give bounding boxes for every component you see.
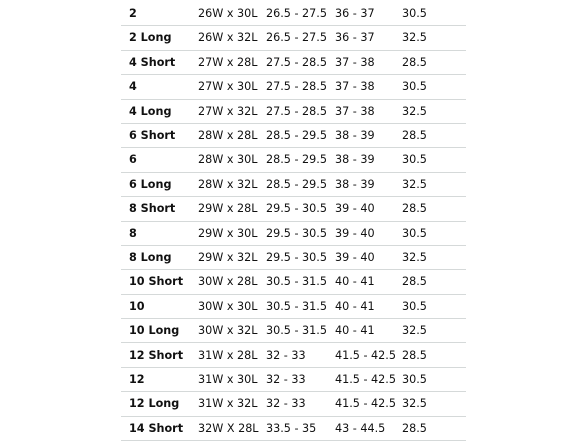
waist-range-cell: 28.5 - 29.5 (266, 172, 335, 196)
waist-length-cell: 29W x 32L (198, 245, 266, 269)
inseam-cell: 30.5 (402, 2, 466, 26)
hip-range-cell: 40 - 41 (335, 270, 402, 294)
table-row (121, 319, 466, 343)
size-cell: 12 (121, 367, 198, 391)
waist-length-cell: 31W x 32L (198, 392, 266, 416)
waist-length-cell: 27W x 28L (198, 50, 266, 74)
inseam-cell: 30.5 (402, 221, 466, 245)
size-cell: 14 Short (121, 416, 198, 440)
waist-range-cell: 32 - 33 (266, 367, 335, 391)
hip-range-cell: 39 - 40 (335, 245, 402, 269)
waist-length-cell: 28W x 28L (198, 123, 266, 147)
hip-range-cell: 39 - 40 (335, 197, 402, 221)
waist-length-cell: 28W x 30L (198, 148, 266, 172)
hip-range-cell: 37 - 38 (335, 75, 402, 99)
waist-range-cell: 30.5 - 31.5 (266, 270, 335, 294)
waist-range-cell: 33.5 - 35 (266, 416, 335, 440)
inseam-cell: 32.5 (402, 245, 466, 269)
size-cell: 2 Long (121, 26, 198, 50)
size-cell: 4 (121, 75, 198, 99)
waist-range-cell: 29.5 - 30.5 (266, 245, 335, 269)
inseam-cell: 32.5 (402, 99, 466, 123)
table-row (121, 343, 466, 367)
waist-length-cell: 27W x 32L (198, 99, 266, 123)
waist-range-cell: 29.5 - 30.5 (266, 221, 335, 245)
inseam-cell: 30.5 (402, 294, 466, 318)
waist-range-cell: 28.5 - 29.5 (266, 148, 335, 172)
waist-range-cell: 27.5 - 28.5 (266, 50, 335, 74)
size-cell: 6 (121, 148, 198, 172)
hip-range-cell: 43 - 44.5 (335, 416, 402, 440)
inseam-cell: 28.5 (402, 270, 466, 294)
size-cell: 8 Short (121, 197, 198, 221)
waist-length-cell: 26W x 30L (198, 2, 266, 26)
waist-range-cell: 29.5 - 30.5 (266, 197, 335, 221)
hip-range-cell: 41.5 - 42.5 (335, 343, 402, 367)
hip-range-cell: 37 - 38 (335, 50, 402, 74)
waist-range-cell: 26.5 - 27.5 (266, 26, 335, 50)
waist-length-cell: 26W x 32L (198, 26, 266, 50)
hip-range-cell: 41.5 - 42.5 (335, 367, 402, 391)
size-cell: 8 (121, 221, 198, 245)
waist-length-cell: 30W x 32L (198, 319, 266, 343)
size-cell: 2 (121, 2, 198, 26)
inseam-cell: 30.5 (402, 148, 466, 172)
inseam-cell: 32.5 (402, 392, 466, 416)
size-cell: 12 Short (121, 343, 198, 367)
waist-length-cell: 28W x 32L (198, 172, 266, 196)
waist-length-cell: 29W x 30L (198, 221, 266, 245)
table-row (121, 75, 466, 99)
waist-length-cell: 27W x 30L (198, 75, 266, 99)
inseam-cell: 32.5 (402, 172, 466, 196)
waist-range-cell: 30.5 - 31.5 (266, 319, 335, 343)
size-cell: 4 Short (121, 50, 198, 74)
inseam-cell: 32.5 (402, 26, 466, 50)
hip-range-cell: 38 - 39 (335, 172, 402, 196)
table-row (121, 50, 466, 74)
hip-range-cell: 41.5 - 42.5 (335, 392, 402, 416)
size-chart-table (121, 2, 466, 441)
inseam-cell: 28.5 (402, 197, 466, 221)
waist-range-cell: 32 - 33 (266, 392, 335, 416)
waist-length-cell: 30W x 30L (198, 294, 266, 318)
waist-range-cell: 27.5 - 28.5 (266, 75, 335, 99)
table-row (121, 148, 466, 172)
size-chart-body (121, 2, 466, 441)
waist-length-cell: 32W X 28L (198, 416, 266, 440)
waist-length-cell: 31W x 28L (198, 343, 266, 367)
inseam-cell: 28.5 (402, 416, 466, 440)
hip-range-cell: 38 - 39 (335, 123, 402, 147)
size-cell: 6 Short (121, 123, 198, 147)
size-cell: 6 Long (121, 172, 198, 196)
hip-range-cell: 36 - 37 (335, 26, 402, 50)
table-row (121, 416, 466, 440)
inseam-cell: 28.5 (402, 123, 466, 147)
size-cell: 8 Long (121, 245, 198, 269)
inseam-cell: 28.5 (402, 50, 466, 74)
inseam-cell: 30.5 (402, 367, 466, 391)
inseam-cell: 30.5 (402, 75, 466, 99)
waist-range-cell: 30.5 - 31.5 (266, 294, 335, 318)
table-row (121, 99, 466, 123)
table-row (121, 294, 466, 318)
size-cell: 10 Short (121, 270, 198, 294)
waist-length-cell: 29W x 28L (198, 197, 266, 221)
size-cell: 10 (121, 294, 198, 318)
table-row (121, 221, 466, 245)
table-row (121, 26, 466, 50)
waist-range-cell: 28.5 - 29.5 (266, 123, 335, 147)
waist-range-cell: 26.5 - 27.5 (266, 2, 335, 26)
table-row (121, 123, 466, 147)
waist-length-cell: 30W x 28L (198, 270, 266, 294)
table-row (121, 2, 466, 26)
table-row (121, 270, 466, 294)
waist-range-cell: 27.5 - 28.5 (266, 99, 335, 123)
table-row (121, 245, 466, 269)
size-cell: 4 Long (121, 99, 198, 123)
hip-range-cell: 38 - 39 (335, 148, 402, 172)
table-row (121, 367, 466, 391)
hip-range-cell: 40 - 41 (335, 319, 402, 343)
hip-range-cell: 37 - 38 (335, 99, 402, 123)
size-cell: 12 Long (121, 392, 198, 416)
waist-length-cell: 31W x 30L (198, 367, 266, 391)
hip-range-cell: 40 - 41 (335, 294, 402, 318)
table-row (121, 392, 466, 416)
hip-range-cell: 39 - 40 (335, 221, 402, 245)
hip-range-cell: 36 - 37 (335, 2, 402, 26)
size-cell: 10 Long (121, 319, 198, 343)
table-row (121, 197, 466, 221)
inseam-cell: 28.5 (402, 343, 466, 367)
waist-range-cell: 32 - 33 (266, 343, 335, 367)
table-row (121, 172, 466, 196)
inseam-cell: 32.5 (402, 319, 466, 343)
